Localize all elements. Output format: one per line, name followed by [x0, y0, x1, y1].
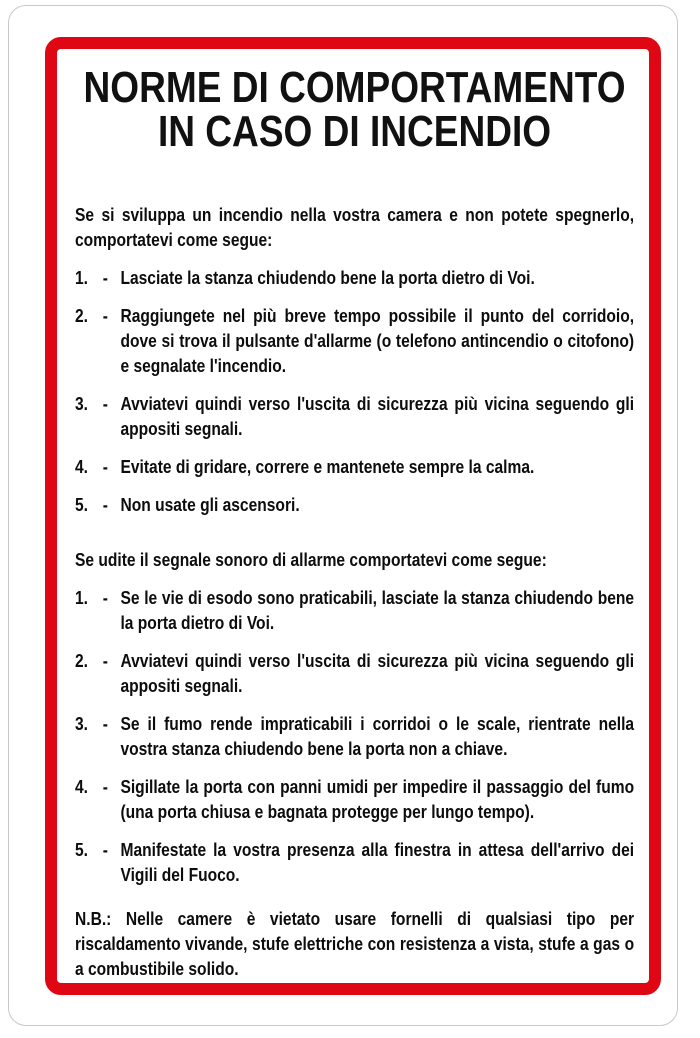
- item-text: Lasciate la stanza chiudendo bene la porta dietro di Voi.: [120, 267, 535, 288]
- section1-item-5: [75, 492, 634, 517]
- item-dash: -: [102, 267, 108, 288]
- item-number: 5.: [75, 839, 88, 860]
- item-dash: -: [102, 776, 108, 797]
- item-text: Avviatevi quindi verso l'uscita di sicurezza più vicina seguendo gli appositi segnali.: [120, 650, 635, 696]
- item-text: Non usate gli ascensori.: [120, 494, 300, 515]
- sign-content: [75, 58, 634, 994]
- item-dash: -: [102, 587, 108, 608]
- item-dash: -: [102, 650, 108, 671]
- item-dash: -: [102, 305, 108, 326]
- section2-intro: Se udite il segnale sonoro di allarme comportatevi come segue:: [75, 549, 547, 570]
- item-dash: -: [102, 456, 108, 477]
- section1-item-1: [75, 265, 634, 290]
- sign-title: [75, 63, 634, 156]
- sign-plate: [8, 5, 678, 1026]
- item-number: 2.: [75, 650, 88, 671]
- item-number: 2.: [75, 305, 88, 326]
- sign-title-line1: NORME DI COMPORTAMENTO: [83, 63, 626, 112]
- section1-item-2: [75, 303, 634, 378]
- item-text: Sigillate la porta con panni umidi per impedire il passaggio del fumo (una porta chiusa e bagnata protegge per lungo tempo).: [120, 776, 635, 822]
- item-dash: -: [102, 393, 108, 414]
- item-text: Manifestate la vostra presenza alla finestra in attesa dell'arrivo dei Vigili del Fuoco.: [120, 839, 635, 885]
- item-text: Evitate di gridare, correre e mantenete sempre la calma.: [120, 456, 535, 477]
- section-spacer: [75, 530, 634, 547]
- item-text: Avviatevi quindi verso l'uscita di sicurezza più vicina seguendo gli appositi segnali.: [120, 393, 635, 439]
- item-dash: -: [102, 839, 108, 860]
- item-number: 1.: [75, 587, 88, 608]
- item-number: 3.: [75, 393, 88, 414]
- item-number: 1.: [75, 267, 88, 288]
- section2-item-2: [75, 648, 634, 698]
- item-text: Raggiungete nel più breve tempo possibile il punto del corridoio, dove si trova il pulsante d'allarme (o telefono antincendio o citofono) e segnalate l'incendio.: [120, 305, 635, 376]
- section1-item-3: [75, 391, 634, 441]
- item-dash: -: [102, 494, 108, 515]
- item-number: 4.: [75, 456, 88, 477]
- item-number: 5.: [75, 494, 88, 515]
- item-text: Se il fumo rende impraticabili i corridoi o le scale, rientrate nella vostra stanza chiudendo bene la porta non a chiave.: [120, 713, 635, 759]
- item-number: 3.: [75, 713, 88, 734]
- item-text: Se le vie di esodo sono praticabili, lasciate la stanza chiudendo bene la porta dietro di Voi.: [120, 587, 635, 633]
- item-dash: -: [102, 713, 108, 734]
- section1-intro: Se si sviluppa un incendio nella vostra camera e non potete spegnerlo, comportatevi come segue:: [75, 204, 635, 250]
- nota-bene: N.B.: Nelle camere è vietato usare fornelli di qualsiasi tipo per riscaldamento vivande, stufe elettriche con resistenza a vista, stufe a gas o a combustibile solido.: [75, 908, 635, 979]
- item-number: 4.: [75, 776, 88, 797]
- section2-item-4: [75, 774, 634, 824]
- section2-item-1: [75, 585, 634, 635]
- section1-item-4: [75, 454, 634, 479]
- section2-item-3: [75, 711, 634, 761]
- sign-title-line2: IN CASO DI INCENDIO: [157, 107, 552, 156]
- section2-item-5: [75, 837, 634, 887]
